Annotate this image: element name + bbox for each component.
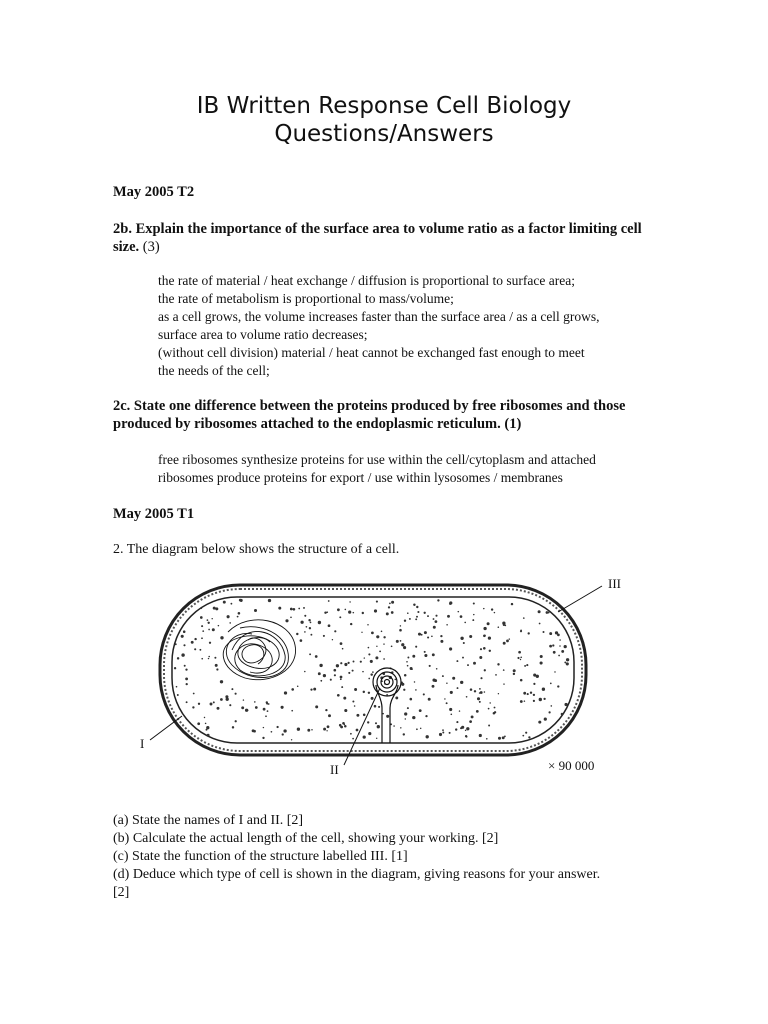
label-I: I (140, 736, 145, 751)
section-heading-t2: May 2005 T2 (113, 184, 195, 200)
part-d-marks: [2] (113, 885, 130, 900)
answer-line: ribosomes produce proteins for export / use within lysosomes / membranes (158, 470, 563, 485)
answer-line: the needs of the cell; (158, 363, 270, 378)
question-2c-text: 2c. State one difference between the proteins produced by free ribosomes and those produced by ribosomes attached to the endoplasmic reticulum. (1) (113, 398, 626, 432)
label-III: III (608, 576, 621, 591)
answer-line: (without cell division) material / heat cannot be exchanged fast enough to meet (158, 345, 585, 360)
answer-line: surface area to volume ratio decreases; (158, 327, 368, 342)
question-2b (113, 220, 653, 256)
label-II: II (330, 762, 339, 777)
leader-line-III (558, 586, 602, 612)
answer-line: free ribosomes synthesize proteins for use within the cell/cytoplasm and attached (158, 452, 596, 467)
part-b: (b) Calculate the actual length of the cell, showing your working. [2] (113, 831, 499, 846)
page-title-line1: IB Written Response Cell Biology (196, 93, 572, 119)
question-2b-text: 2b. Explain the importance of the surface area to volume ratio as a factor limiting cell size. (113, 221, 642, 255)
part-a: (a) State the names of I and II. [2] (113, 813, 304, 828)
answer-2c (158, 451, 678, 487)
answer-2b (158, 272, 678, 380)
cell-diagram (120, 560, 640, 790)
answer-line: the rate of material / heat exchange / diffusion is proportional to surface area; (158, 273, 575, 288)
answer-line: the rate of metabolism is proportional to mass/volume; (158, 291, 454, 306)
section-heading-t1: May 2005 T1 (113, 506, 195, 522)
question-2b-marks: (3) (139, 239, 160, 255)
question-2c (113, 397, 673, 433)
question-2-parts (113, 812, 673, 902)
leader-line-I (150, 716, 182, 740)
question-2-intro: 2. The diagram below shows the structure of a cell. (113, 542, 400, 557)
page-title-line2: Questions/Answers (274, 121, 494, 147)
part-d: (d) Deduce which type of cell is shown in the diagram, giving reasons for your answer. (113, 867, 601, 882)
magnification-label: × 90 000 (548, 758, 595, 773)
part-c: (c) State the function of the structure labelled III. [1] (113, 849, 408, 864)
answer-line: as a cell grows, the volume increases faster than the surface area / as a cell grows, (158, 309, 600, 324)
